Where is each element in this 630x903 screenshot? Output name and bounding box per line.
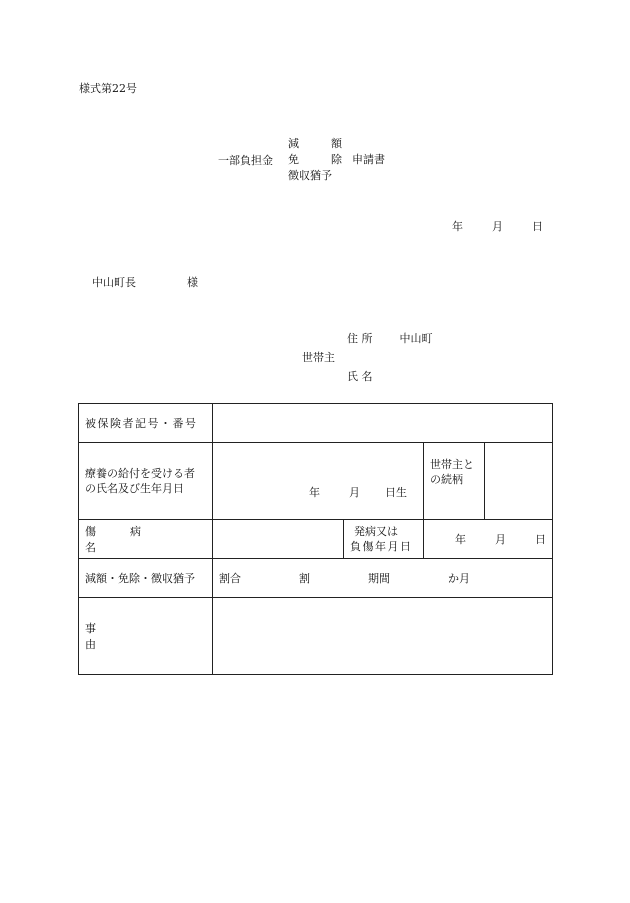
period-label: 期間: [368, 572, 390, 585]
onset-year: 年: [455, 533, 466, 546]
onset-month: 月: [495, 533, 506, 546]
date-day: 日: [532, 220, 543, 233]
onset-day: 日: [535, 533, 546, 546]
address-row: [347, 333, 433, 344]
title-option-reduce-2: 額: [331, 137, 342, 150]
insured-value-cell[interactable]: [213, 404, 553, 443]
birth-month: 月: [349, 486, 360, 499]
onset-label-line2: 負傷年月日: [350, 540, 413, 553]
title-prefix: 一部負担金: [218, 154, 273, 167]
table-row-illness: [79, 520, 553, 559]
insured-label: 被保険者記号・番号: [85, 417, 198, 430]
application-table: [78, 403, 553, 675]
title-options: [288, 136, 342, 184]
date-year: 年: [452, 220, 463, 233]
reason-label: 事由: [85, 622, 196, 651]
period-unit: か月: [448, 572, 470, 585]
table-row-reduction: [79, 559, 553, 598]
insured-label-cell: [79, 404, 213, 443]
rate-period: [213, 570, 552, 586]
title-option-exempt-2: 除: [331, 153, 342, 166]
table-row-reason: [79, 598, 553, 675]
reduction-label-cell: [79, 559, 213, 598]
recipient-value-cell[interactable]: [213, 443, 424, 520]
relation-label-line1: 世帯主と: [430, 458, 474, 471]
address-label: 住 所: [347, 332, 373, 345]
title-option-reduce-1: 減: [288, 137, 299, 150]
address-value: 中山町: [399, 332, 433, 345]
recipient-label-line1: 療養の給付を受ける者: [85, 467, 195, 480]
recipient-label-cell: [79, 443, 213, 520]
table-row-insured: [79, 404, 553, 443]
table-row-recipient: [79, 443, 553, 520]
honorific: 様: [187, 276, 198, 289]
onset-label-line1: 発病又は: [354, 525, 398, 538]
relation-label-cell: [424, 443, 485, 520]
birth-day: 日生: [385, 486, 407, 499]
title-suffix: 申請書: [352, 153, 385, 166]
name-label: 氏 名: [347, 370, 373, 383]
illness-label: 傷病名: [85, 525, 175, 554]
recipient-label-line2: の氏名及び生年月日: [85, 482, 184, 495]
addressee: [92, 277, 198, 288]
illness-value-cell[interactable]: [213, 520, 344, 559]
rate-label: 割合: [219, 572, 241, 585]
reduction-value-cell[interactable]: [213, 559, 553, 598]
reason-value-cell[interactable]: [213, 598, 553, 675]
title-option-defer: 徴収猶予: [288, 169, 332, 182]
rate-unit: 割: [299, 572, 310, 585]
birth-year: 年: [309, 486, 320, 499]
birthdate: [213, 462, 423, 500]
form-number: 様式第22号: [79, 82, 137, 95]
date-month: 月: [492, 220, 503, 233]
illness-label-cell: [79, 520, 213, 559]
relation-label-line2: の続柄: [430, 473, 463, 486]
application-date: [452, 221, 543, 232]
householder-label: 世帯主: [302, 351, 335, 364]
onset-date-cell[interactable]: [424, 520, 553, 559]
reduction-label: 減額・免除・徴収猶予: [85, 572, 195, 585]
title-option-exempt-1: 免: [288, 153, 299, 166]
relation-value-cell[interactable]: [485, 443, 553, 520]
reason-label-cell: [79, 598, 213, 675]
onset-label-cell: [344, 520, 424, 559]
addressee-name: 中山町長: [92, 276, 136, 289]
